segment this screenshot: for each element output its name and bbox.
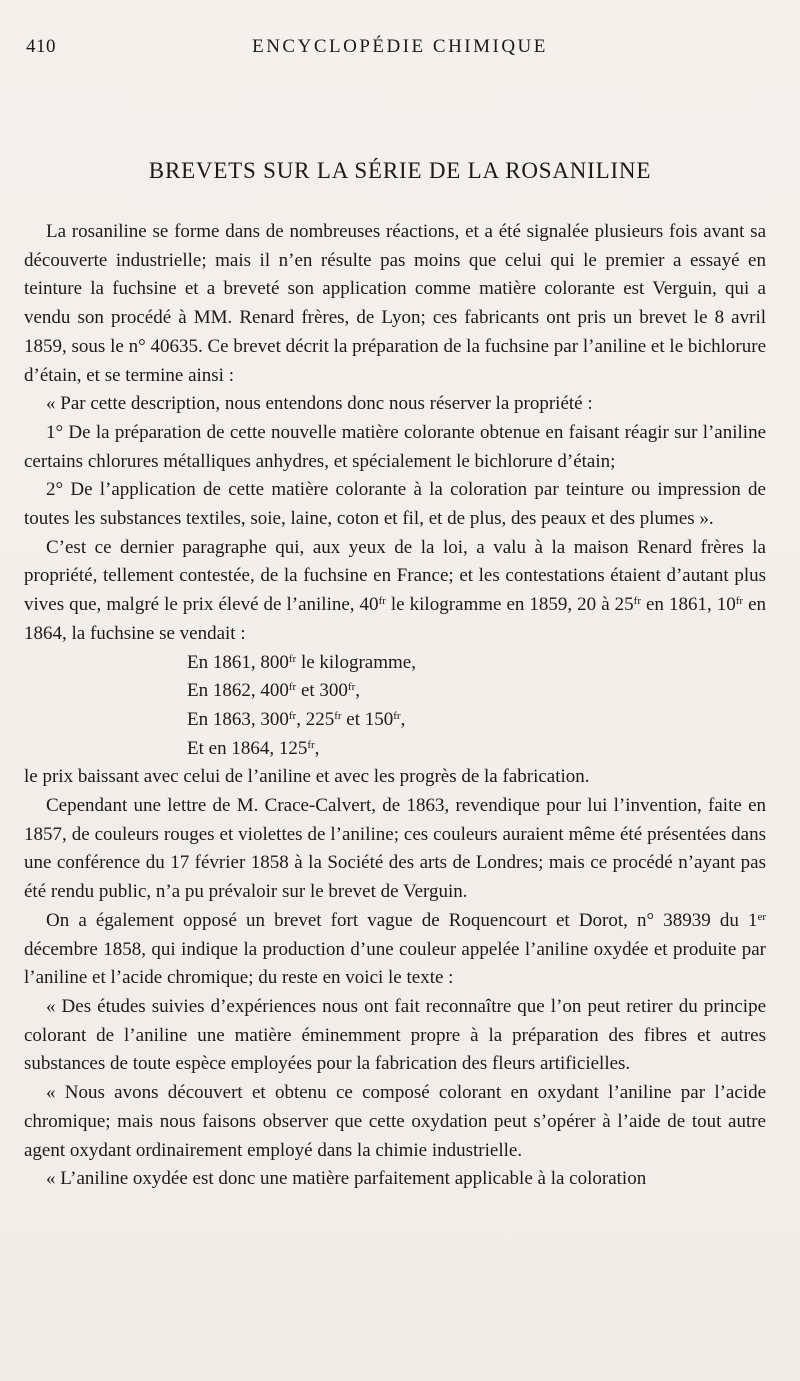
price-line: En 1863, $300^{fr}$, $225^{fr}$ et $150^{fr}$, xyxy=(187,708,406,730)
claim-2: 2° De l’application de cette matière colorante à la coloration par teinture ou impression de toutes les substances textiles, soie, laine, coton et fil, et de plus, des peaux et des plumes ». xyxy=(24,479,766,530)
price-line: En 1862, $400^{fr}$ et $300^{fr}$, xyxy=(187,680,360,702)
paragraph: le prix baissant avec celui de l’aniline et avec les progrès de la fabrication. xyxy=(24,766,590,788)
paragraph: C’est ce dernier paragraphe qui, aux yeux de la loi, a valu à la maison Renard frères la propriété, tellement contestée, de la fuchsine en France; et les contestations étaient d’autant plus vives que, malgré le prix élevé de l’aniline, $40^{fr}$ le kilogramme en 1859, 20 à $25^{fr}$ en 1861, $10^{fr}$ en 1864, la fuchsine se vendait : xyxy=(24,536,766,644)
running-header: ENCYCLOPÉDIE CHIMIQUE xyxy=(252,36,548,57)
section-title: BREVETS SUR LA SÉRIE DE LA ROSANILINE xyxy=(148,158,652,183)
paragraph: La rosaniline se forme dans de nombreuses réactions, et a été signalée plusieurs fois avant sa découverte industrielle; mais il n’en résulte pas moins que celui qui le premier a essayé en teinture la fuchsine et a breveté son application comme matière colorante est Verguin, qui a vendu son procédé à MM. Renard frères, de Lyon; ces fabricants ont pris un brevet le 8 avril 1859, sous le n° 40635. Ce brevet décrit la préparation de la fuchsine par l’aniline et le bichlorure d’étain, et se termine ainsi : xyxy=(24,221,766,386)
quote-paragraph: « L’aniline oxydée est donc une matière parfaitement applicable à la coloration xyxy=(46,1168,647,1190)
paragraph: Cependant une lettre de M. Crace-Calvert, de 1863, revendique pour lui l’invention, faite en 1857, de couleurs rouges et violettes de l’aniline; ces couleurs auraient même été présentées dans une conférence du 17 février 1858 à la Société des arts de Londres; mais ce procédé n’ayant pas été rendu public, n’a pu prévaloir sur le brevet de Verguin. xyxy=(24,795,766,903)
quote-paragraph: « Des études suivies d’expériences nous ont fait reconnaître que l’on peut retirer du principe colorant de l’aniline une matière éminemment propre à la préparation des fibres et autres substances de toute espèce employées pour la fabrication des fleurs artificielles. xyxy=(24,995,766,1075)
page-number: 410 xyxy=(26,36,56,57)
quote-paragraph: « Nous avons découvert et obtenu ce composé colorant en oxydant l’aniline par l’acide chromique; mais nous faisons observer que cette oxydation peut s’opérer à l’aide de tout autre agent oxydant ordinairement employé dans la chimie industrielle. xyxy=(24,1082,766,1161)
price-line: Et en 1864, $125^{fr}$, xyxy=(187,737,320,759)
claim-1: 1° De la préparation de cette nouvelle matière colorante obtenue en faisant réagir sur l’aniline certains chlorures métalliques anhydres, et spécialement le bichlorure d’étain; xyxy=(24,421,766,472)
body-text xyxy=(24,218,766,1194)
quote-paragraph: « Par cette description, nous entendons donc nous réserver la propriété : xyxy=(46,393,593,415)
paragraph: On a également opposé un brevet fort vague de Roquencourt et Dorot, n° 38939 du 1er décembre 1858, qui indique la production d’une couleur appelée l’aniline oxydée et produite par l’aniline et l’acide chromique; du reste en voici le texte : xyxy=(24,909,766,989)
price-line: En 1861, $800^{fr}$ le kilogramme, xyxy=(187,651,416,673)
